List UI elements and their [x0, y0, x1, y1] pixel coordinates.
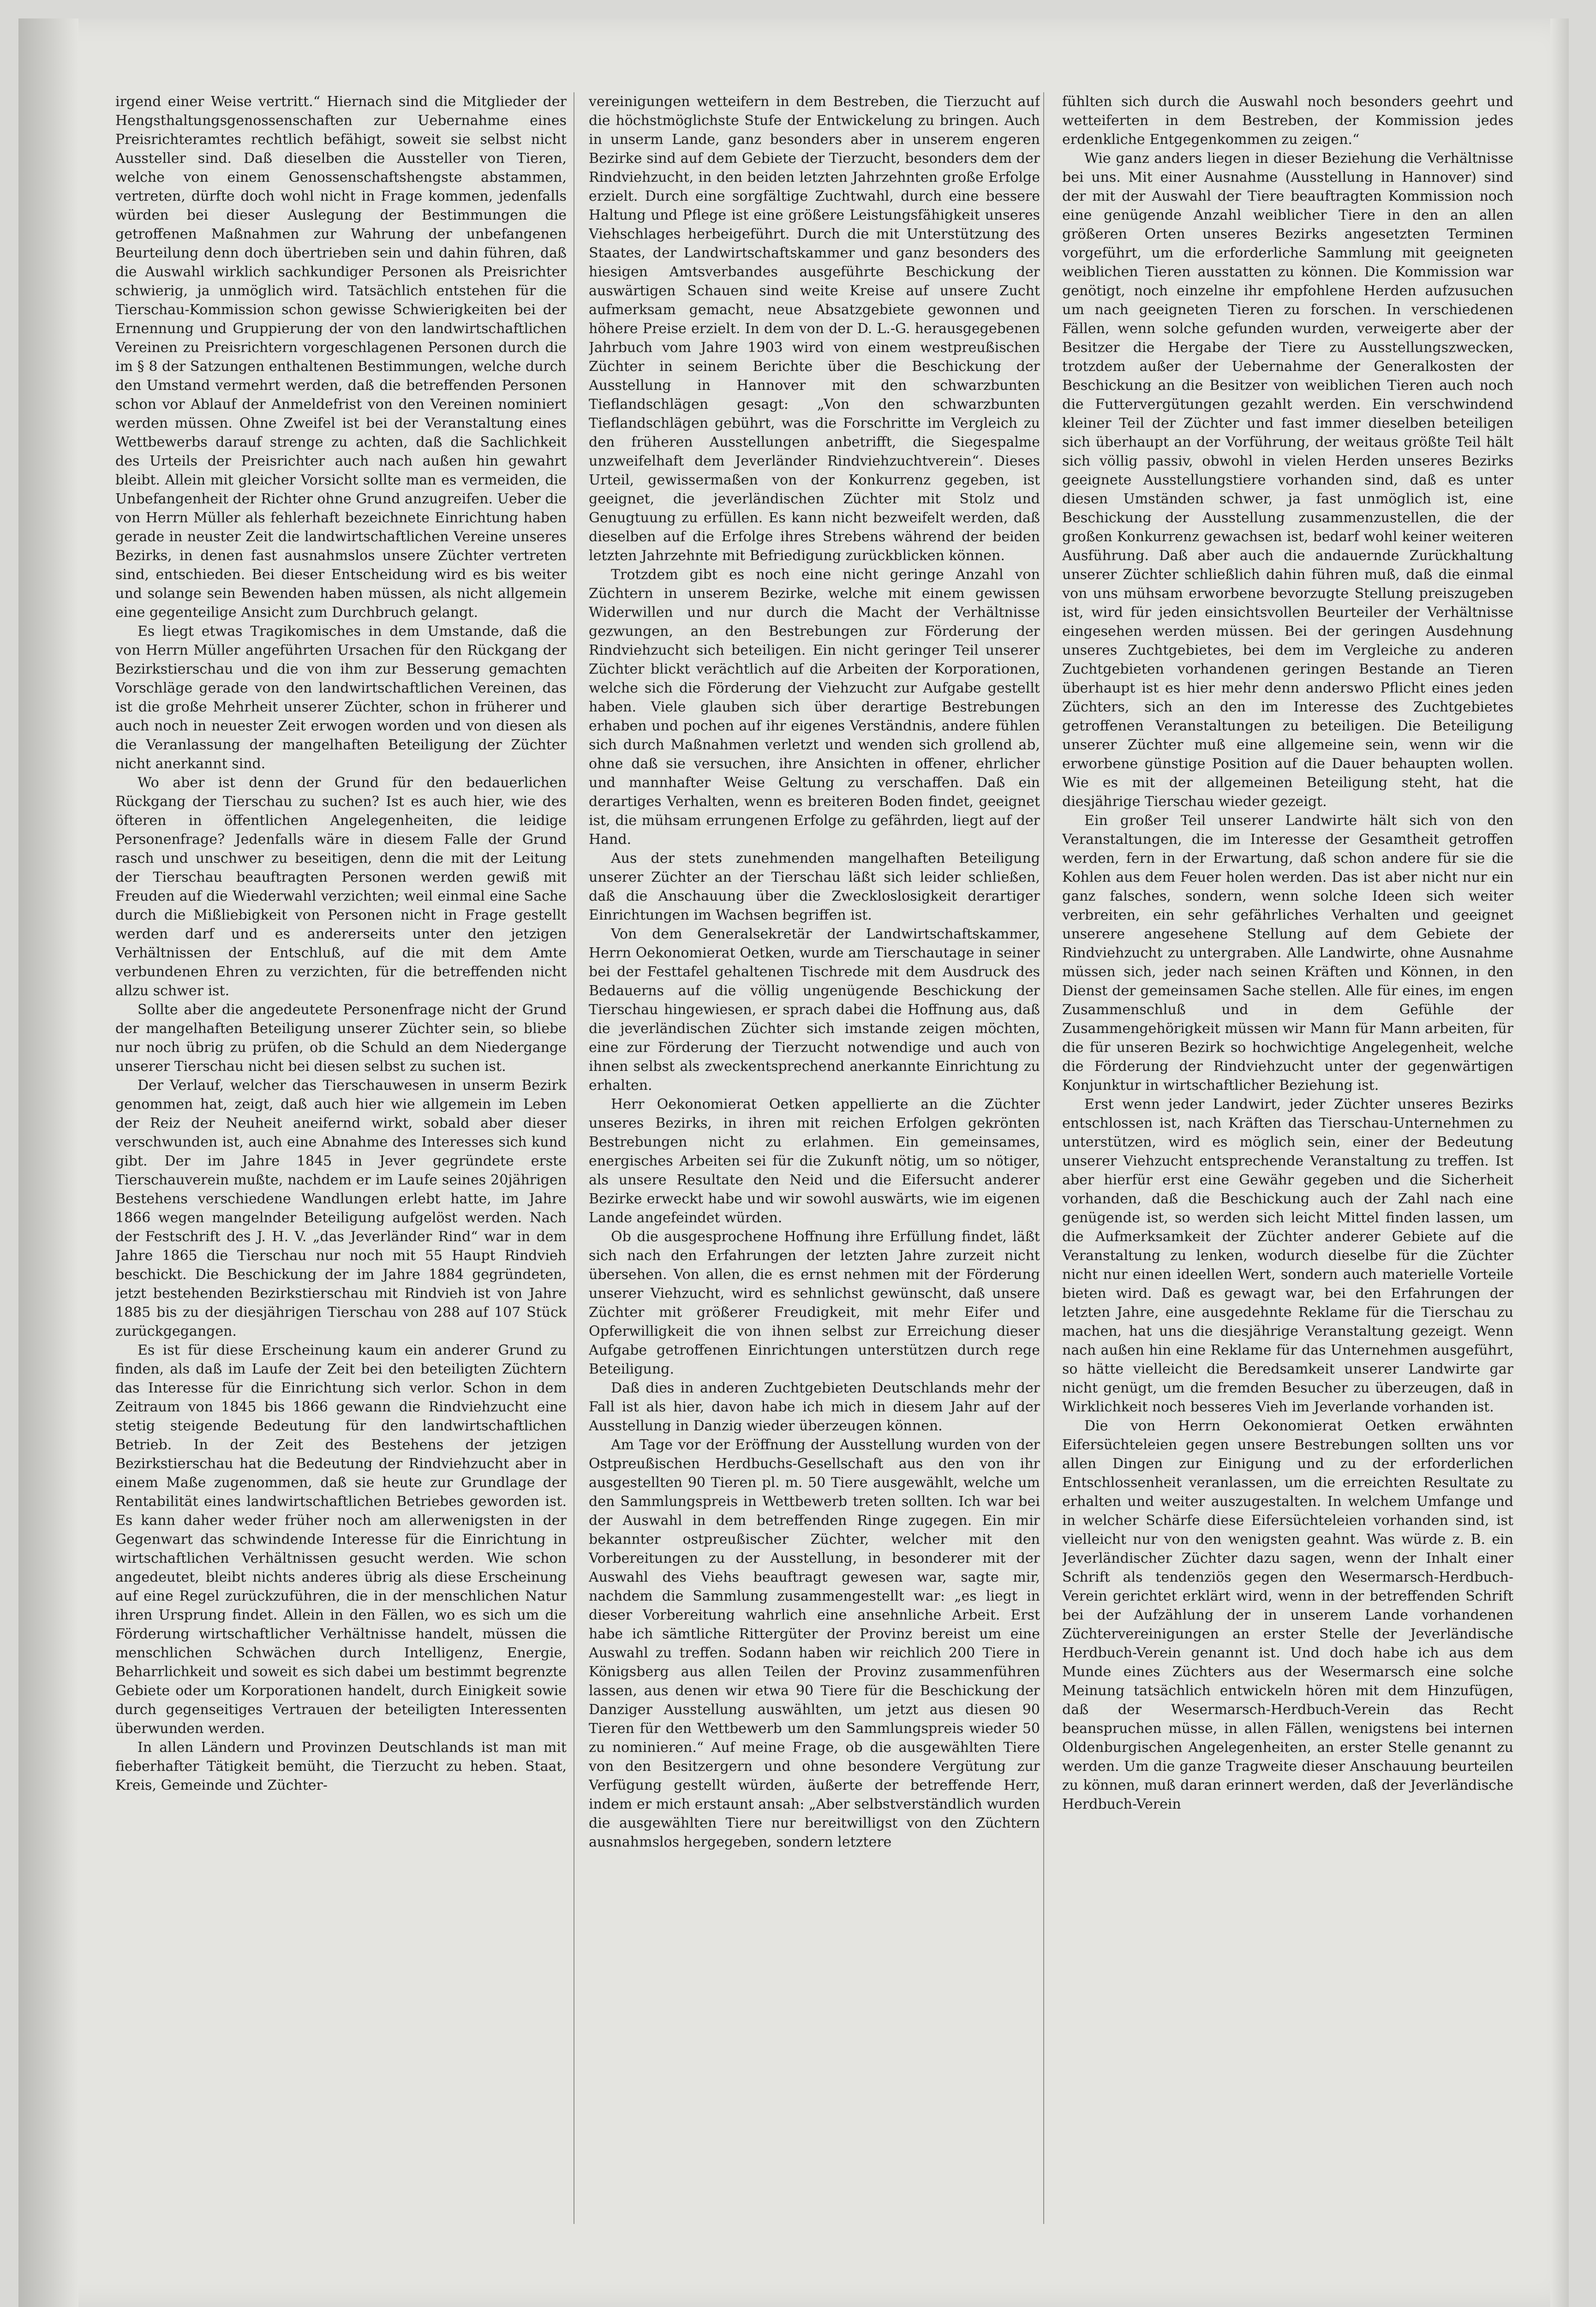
column-divider [1043, 92, 1044, 2224]
paragraph: In allen Ländern und Provinzen Deutschlands ist man mit fieberhafter Tätigkeit bemüht, die Tierzucht zu heben. Staat, Kreis, Gemeinde und Züchter- [115, 1739, 567, 1793]
paragraph: Trotzdem gibt es noch eine nicht geringe Anzahl von Züchtern in unserem Bezirke, welche mit einem gewissen Widerwillen und nur durch die Macht der Verhältnisse gezwungen, an den Bestrebungen zur Förderung der Rindviehzucht sich beteiligen. Ein nicht geringer Teil unserer Züchter blickt verächtlich auf die Arbeiten der Korporationen, welche sich die Förderung der Viehzucht zur Aufgabe gestellt haben. Viele glauben sich über derartige Bestrebungen erhaben und pochen auf ihr eigenes Verständnis, andere fühlen sich durch Maßnahmen verletzt und wenden sich grollend ab, ohne daß sie versuchen, ihre Ansichten in offener, ehrlicher und mannhafter Weise Geltung zu verschaffen. Daß ein derartiges Verhalten, wenn es breiteren Boden findet, geeignet ist, die mühsam errungenen Erfolge zu gefährden, liegt auf der Hand. [589, 567, 1040, 848]
paragraph: Es liegt etwas Tragikomisches in dem Umstande, daß die von Herrn Müller angeführten Ursachen für den Rückgang der Bezirkstierschau und die von ihm zur Besserung gemachten Vorschläge gerade von den landwirtschaftlichen Vereinen, das ist die große Mehrheit unserer Züchter, schon in früherer und auch noch in neuester Zeit erwogen worden und von diesen als die Veranlassung der mangelhaften Beteiligung der Züchter nicht anerkannt sind. [115, 623, 567, 772]
paragraph: Daß dies in anderen Zuchtgebieten Deutschlands mehr der Fall ist als hier, davon habe ich mich in diesem Jahr auf der Ausstellung in Danzig wieder überzeugen können. [589, 1380, 1040, 1434]
paragraph: Am Tage vor der Eröffnung der Ausstellung wurden von der Ostpreußischen Herdbuchs-Gesellschaft aus den von ihr ausgestellten 90 Tieren pl. m. 50 Tiere ausgewählt, welche um den Sammlungspreis in Wettbewerb treten sollten. Ich war bei der Auswahl in dem betreffenden Ringe zugegen. Ein mir bekannter ostpreußischer Züchter, welcher mit den Vorbereitungen zu der Ausstellung, in besonderer mit der Auswahl des Viehs beauftragt gewesen war, sagte mir, nachdem die Sammlung zusammengestellt war: „es liegt in dieser Vorbereitung wahrlich eine ansehnliche Arbeit. Erst habe ich sämtliche Rittergüter der Provinz bereist um eine Auswahl zu treffen. Sodann haben wir reichlich 200 Tiere in Königsberg aus allen Teilen der Provinz zusammenführen lassen, aus denen wir etwa 90 Tiere für die Beschickung der Danziger Ausstellung auswählten, um jetzt aus diesen 90 Tieren für den Wettbewerb um den Sammlungspreis wieder 50 zu nominieren.“ Auf meine Frage, ob die ausgewählten Tiere von den Besitzergern und ohne besondere Vergütung zur Verfügung gestellt würden, äußerte der betreffende Herr, indem er mich erstaunt ansah: „Aber selbstverständlich wurden die ausgewählten Tiere nur bereitwilligst von den Züchtern ausnahmslos hergegeben, sondern letztere [589, 1437, 1040, 1850]
paragraph: fühlten sich durch die Auswahl noch besonders geehrt und wetteiferten in dem Bestreben, der Kommission jedes erdenkliche Entgegenkommen zu zeigen.“ [1062, 94, 1513, 148]
paragraph: Ein großer Teil unserer Landwirte hält sich von den Veranstaltungen, die im Interesse der Gesamtheit getroffen werden, fern in der Erwartung, daß schon andere für sie die Kohlen aus dem Feuer holen werden. Das ist aber nicht nur ein ganz falsches, sondern, wenn solche Ideen sich weiter verbreiten, ein sehr gefährliches Verhalten und geeignet unserere angesehene Stellung auf dem Gebiete der Rindviehzucht zu untergraben. Alle Landwirte, ohne Ausnahme müssen sich, jeder nach seinen Kräften und Können, in den Dienst der gemeinsamen Sache stellen. Alle für eines, im engen Zusammenschluß und in dem Gefühle der Zusammengehörigkeit müssen wir Mann für Mann arbeiten, für die für unseren Bezirk so hochwichtige Angelegenheit, welche die Förderung der Rindviehzucht unter der gegenwärtigen Konjunktur in wirtschaftlicher Beziehung ist. [1062, 813, 1513, 1094]
paragraph: irgend einer Weise vertritt.“ Hiernach sind die Mitglieder der Hengsthaltungsgenossenschaften zur Uebernahme eines Preisrichteramtes rechtlich befähigt, soweit sie selbst nicht Aussteller sind. Daß dieselben die Aussteller von Tieren, welche von einem Genossenschaftshengste abstammen, vertreten, dürfte doch wohl nicht in Frage kommen, jedenfalls würden bei dieser Auslegung der Bestimmungen die getroffenen Maßnahmen zur Wahrung der unbefangenen Beurteilung denn doch übertrieben sein und dahin führen, daß die Auswahl wirklich sachkundiger Personen als Preisrichter schwierig, ja unmöglich wird. Tatsächlich entstehen für die Tierschau-Kommission schon gewisse Schwierigkeiten bei der Ernennung und Gruppierung der von den landwirtschaftlichen Vereinen zu Preisrichtern vorgeschlagenen Personen durch die im § 8 der Satzungen enthaltenen Bestimmungen, welche durch den Umstand vermehrt werden, daß die betreffenden Personen schon vor Ablauf der Anmeldefrist von den Vereinen nominiert werden müssen. Ohne Zweifel ist bei der Veranstaltung eines Wettbewerbs darauf strenge zu achten, daß die Sachlichkeit des Urteils der Preisrichter auch nach außen hin gewahrt bleibt. Allein mit gleicher Vorsicht sollte man es vermeiden, die Unbefangenheit der Richter ohne Grund anzugreifen. Ueber die von Herrn Müller als fehlerhaft bezeichnete Einrichtung haben gerade in neuster Zeit die landwirtschaftlichen Vereine unseres Bezirks, in denen fast ausnahmslos unsere Züchter vertreten sind, entschieden. Bei dieser Entscheidung wird es bis weiter und solange sein Bewenden haben müssen, als nicht allgemein eine gegenteilige Ansicht zum Durchbruch gelangt. [115, 94, 567, 621]
page-edge [1550, 18, 1569, 2307]
paragraph: Es ist für diese Erscheinung kaum ein anderer Grund zu finden, als daß im Laufe der Zeit bei den beteiligten Züchtern das Interesse für die Einrichtung sich verlor. Schon in dem Zeitraum von 1845 bis 1866 gewann die Rindviehzucht eine stetig steigende Bedeutung für den landwirtschaftlichen Betrieb. In der Zeit des Bestehens der jetzigen Bezirkstierschau hat die Bedeutung der Rindviehzucht aber in einem Maße zugenommen, daß sie heute zur Grundlage der Rentabilität eines landwirtschaftlichen Betriebes geworden ist. Es kann daher weder früher noch am allerwenigsten in der Gegenwart das schwindende Interesse für die Einrichtung in wirtschaftlichen Verhältnissen gesucht werden. Wie schon angedeutet, bleibt nichts anderes übrig als diese Erscheinung auf eine Regel zurückzuführen, die in der menschlichen Natur ihren Ursprung findet. Allein in den Fällen, wo es sich um die Förderung wirtschaftlicher Verhältnisse handelt, müssen die menschlichen Schwächen durch Intelligenz, Energie, Beharrlichkeit und soweit es sich dabei um bestimmt begrenzte Gebiete oder um Korporationen handelt, durch Einigkeit sowie durch gegenseitiges Vertrauen der beteiligten Interessenten überwunden werden. [115, 1342, 567, 1737]
paragraph: Herr Oekonomierat Oetken appellierte an die Züchter unseres Bezirks, in ihren mit reichen Erfolgen gekrönten Bestrebungen nicht zu erlahmen. Ein gemeinsames, energisches Arbeiten sei für die Zukunft nötig, um so nötiger, als unsere Resultate den Neid und die Eifersucht anderer Bezirke erweckt habe und wir sowohl auswärts, wie im eigenen Lande angefeindet würden. [589, 1096, 1040, 1226]
paragraph: Der Verlauf, welcher das Tierschauwesen in unserm Bezirk genommen hat, zeigt, daß auch hier wie allgemein im Leben der Reiz der Neuheit aneifernd wirkt, sobald aber dieser verschwunden ist, auch eine Abnahme des Interesses sich kund gibt. Der im Jahre 1845 in Jever gegründete erste Tierschauverein mußte, nachdem er im Laufe seines 20jährigen Bestehens verschiedene Wandlungen erlebt hatte, im Jahre 1866 wegen mangelnder Beteiligung aufgelöst werden. Nach der Festschrift des J. H. V. „das Jeverländer Rind“ war in dem Jahre 1865 die Tierschau nur noch mit 55 Haupt Rindvieh beschickt. Die Beschickung der im Jahre 1884 gegründeten, jetzt bestehenden Bezirkstierschau mit Rindvieh ist von Jahre 1885 bis zu der diesjährigen Tierschau von 288 auf 107 Stück zurückgegangen. [115, 1077, 567, 1339]
text-column-middle [589, 92, 1040, 2224]
paragraph: Sollte aber die angedeutete Personenfrage nicht der Grund der mangelhaften Beteiligung unserer Züchter sein, so bliebe nur noch übrig zu prüfen, ob die Schuld an dem Niedergange unserer Tierschau nicht bei diesen selbst zu suchen ist. [115, 1002, 567, 1075]
paragraph: vereinigungen wetteifern in dem Bestreben, die Tierzucht auf die höchstmöglichste Stufe der Entwickelung zu bringen. Auch in unserm Lande, ganz besonders aber in unserem engeren Bezirke sind auf dem Gebiete der Tierzucht, besonders dem der Rindviehzucht, in den beiden letzten Jahrzehnten große Erfolge erzielt. Durch eine sorgfältige Zuchtwahl, durch eine bessere Haltung und Pflege ist eine größere Leistungsfähigkeit unseres Viehschlages herbeigeführt. Durch die mit Unterstützung des Staates, der Landwirtschaftskammer und ganz besonders des hiesigen Amtsverbandes ausgeführte Beschickung der auswärtigen Schauen sind weite Kreise auf unsere Zucht aufmerksam gemacht, neue Absatzgebiete gewonnen und höhere Preise erzielt. In dem von der D. L.-G. herausgegebenen Jahrbuch vom Jahre 1903 wird von einem westpreußischen Züchter in seinem Berichte über die Beschickung der Ausstellung in Hannover mit den schwarzbunten Tieflandschlägen gesagt: „Von den schwarzbunten Tieflandschlägen gebührt, was die Forschritte im Vergleich zu den früheren Ausstellungen anbetrifft, die Siegespalme unzweifelhaft dem Jeverländer Rindviehzuchtverein“. Dieses Urteil, gewissermaßen von der Konkurrenz gegeben, ist geeignet, die jeverländischen Züchter mit Stolz und Genugtuung zu erfüllen. Es kann nicht bezweifelt werden, daß dieselben auf die Erfolge ihres Strebens während der beiden letzten Jahrzehnte mit Befriedigung zurückblicken können. [589, 94, 1040, 564]
paragraph: Aus der stets zunehmenden mangelhaften Beteiligung unserer Züchter an der Tierschau läßt sich leider schließen, daß die Anschauung über die Zweckloslosigkeit derartiger Einrichtungen im Wachsen begriffen ist. [589, 850, 1040, 923]
paragraph: Wo aber ist denn der Grund für den bedauerlichen Rückgang der Tierschau zu suchen? Ist es auch hier, wie des öfteren in öffentlichen Angelegenheiten, die leidige Personenfrage? Jedenfalls wäre in diesem Falle der Grund rasch und unschwer zu beseitigen, denn die mit der Leitung der Tierschau beauftragten Personen werden gewiß mit Freuden auf die Wiederwahl verzichten; weil einmal eine Sache durch die Mißliebigkeit von Personen nicht in Frage gestellt werden darf und es andererseits unter den jetzigen Verhältnissen der Entschluß, auf die mit dem Amte verbundenen Ehren zu verzichten, für die betreffenden nicht allzu schwer ist. [115, 775, 567, 999]
text-column-right [1062, 92, 1513, 2224]
paragraph: Die von Herrn Oekonomierat Oetken erwähnten Eifersüchteleien gegen unsere Bestrebungen sollten uns vor allen Dingen zur Einigung und zu der erforderlichen Entschlossenheit veranlassen, um die erreichten Resultate zu erhalten und weiter auszugestalten. In welchem Umfange und in welcher Schärfe diese Eifersüchteleien vorhanden sind, ist vielleicht nur von den wenigsten geahnt. Was würde z. B. ein Jeverländischer Züchter dazu sagen, wenn der Inhalt einer Schrift als tendenziös gegen den Wesermarsch-Herdbuch-Verein gerichtet erklärt wird, wenn in der betreffenden Schrift bei der Aufzählung der in unserem Lande vorhandenen Züchtervereinigungen an erster Stelle der Jeverländische Herdbuch-Verein genannt ist. Und doch habe ich aus dem Munde eines Züchters aus der Wesermarsch eine solche Meinung tatsächlich entwickeln hören mit dem Hinzufügen, daß der Wesermarsch-Herdbuch-Verein das Recht beanspruchen müsse, in allen Fällen, wenigstens bei internen Oldenburgischen Angelegenheiten, an erster Stelle genannt zu werden. Um die ganze Tragweite dieser Anschauung beurteilen zu können, muß daran erinnert werden, daß der Jeverländische Herdbuch-Verein [1062, 1418, 1513, 1812]
binding-gutter [18, 18, 78, 2307]
text-columns [115, 92, 1513, 2224]
paragraph: Wie ganz anders liegen in dieser Beziehung die Verhältnisse bei uns. Mit einer Ausnahme (Ausstellung in Hannover) sind der mit der Auswahl der Tiere beauftragten Kommission noch eine genügende Anzahl weiblicher Tiere in den an allen größeren Orten unseres Bezirks angesetzten Terminen vorgeführt, um die erforderliche Sammlung mit geeigneten weiblichen Tieren ausstatten zu können. Die Kommission war genötigt, noch einzelne ihr empfohlene Herden aufzusuchen um nach geeigneten Tieren zu forschen. In verschiedenen Fällen, wenn solche gefunden wurden, verweigerte aber der Besitzer die Hergabe der Tiere zu Ausstellungszwecken, trotzdem außer der Uebernahme der Generalkosten der Beschickung an die Besitzer von weiblichen Tieren auch noch die Futtervergütungen gezahlt werden. Ein verschwindend kleiner Teil der Züchter und fast immer dieselben beteiligen sich überhaupt an der Vorführung, der weitaus größte Teil hält sich völlig passiv, obwohl in vielen Herden unseres Bezirks geeignete Ausstellungstiere vorhanden sind, daß es unter diesen Umständen schwer, ja fast unmöglich ist, eine Beschickung der Ausstellung zusammenzustellen, die der großen Konkurrenz gewachsen ist, bedarf wohl keiner weiteren Ausführung. Daß aber auch die andauernde Zurückhaltung unserer Züchter schließlich dahin führen muß, daß die einmal von uns mühsam erworbene bevorzugte Stellung preiszugeben ist, wird für jeden einsichtsvollen Beurteiler der Verhältnisse eingesehen werden müssen. Bei der geringen Ausdehnung unseres Zuchtgebietes, bei dem im Vergleiche zu anderen Zuchtgebieten vorhandenen geringen Bestande an Tieren überhaupt ist es hier mehr denn anderswo Pflicht eines jeden Züchters, sich an den im Interesse des Zuchtgebietes getroffenen Veranstaltungen zu beteiligen. Die Beteiligung unserer Züchter muß eine allgemeine sein, wenn wir die erworbene günstige Position auf die Dauer behaupten wollen. Wie es mit der allgemeinen Beteiligung steht, hat die diesjährige Tierschau wieder gezeigt. [1062, 150, 1513, 810]
paragraph: Von dem Generalsekretär der Landwirtschaftskammer, Herrn Oekonomierat Oetken, wurde am Tierschautage in seiner bei der Festtafel gehaltenen Tischrede mit dem Ausdruck des Bedauerns auf die völlig ungenügende Beschickung der Tierschau hingewiesen, er sprach dabei die Hoffnung aus, daß die jeverländischen Züchter sich imstande zeigen möchten, eine zur Förderung der Tierzucht notwendige und auch von ihnen selbst als zweckentsprechend anerkannte Einrichtung zu erhalten. [589, 926, 1040, 1094]
text-column-left [115, 92, 567, 2224]
paragraph: Ob die ausgesprochene Hoffnung ihre Erfüllung findet, läßt sich nach den Erfahrungen der letzten Jahre zurzeit nicht übersehen. Von allen, die es ernst nehmen mit der Förderung unserer Viehzucht, wird es sehnlichst gewünscht, daß unsere Züchter mit größerer Freudigkeit, mit mehr Eifer und Opferwilligkeit die von ihnen selbst zur Erreichung dieser Aufgabe getroffenen Einrichtungen unterstützen durch rege Beteiligung. [589, 1229, 1040, 1377]
paragraph: Erst wenn jeder Landwirt, jeder Züchter unseres Bezirks entschlossen ist, nach Kräften das Tierschau-Unternehmen zu unterstützen, wird es möglich sein, einer der Bedeutung unserer Viehzucht entsprechende Veranstaltung zu treffen. Ist aber hierfür erst eine Gewähr gegeben und die Sicherheit vorhanden, daß die Beschickung auch der Zahl nach eine genügende ist, so werden sich leicht Mittel finden lassen, um die Aufmerksamkeit der Züchter anderer Gebiete auf die Veranstaltung zu lenken, wodurch dieselbe für die Züchter nicht nur einen ideellen Wert, sondern auch materielle Vorteile bieten wird. Daß es gewagt war, bei den Erfahrungen der letzten Jahre, eine ausgedehnte Reklame für die Tierschau zu machen, hat uns die diesjährige Veranstaltung gezeigt. Wenn nach außen hin eine Reklame für das Unternehmen ausgeführt, so hätte vielleicht die Beredsamkeit unserer Landwirte gar nicht genügt, um die fremden Besucher zu überzeugen, daß in Wirklichkeit noch besseres Vieh im Jeverlande vorhanden ist. [1062, 1096, 1513, 1415]
